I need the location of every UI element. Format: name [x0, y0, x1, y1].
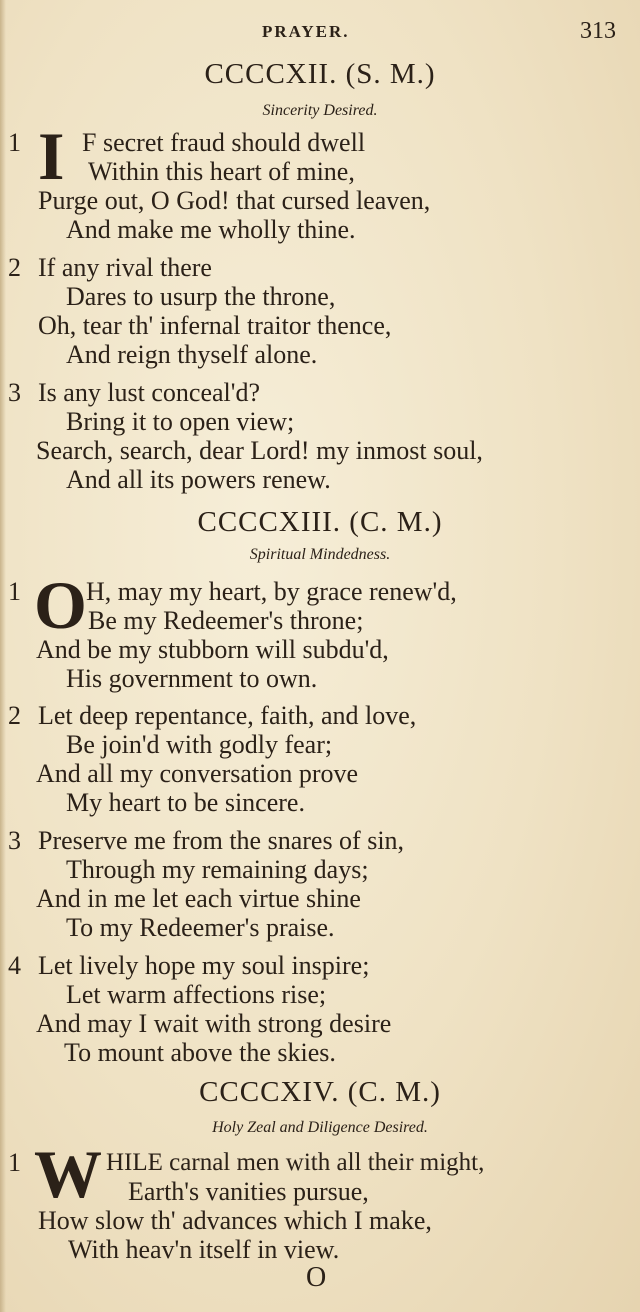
verse-line: Dares to usurp the throne,	[66, 282, 336, 311]
verse-number: 1	[8, 128, 21, 157]
verse-line: And make me wholly thine.	[66, 215, 356, 244]
verse-line: Through my remaining days;	[66, 855, 369, 884]
verse-line: Let warm affections rise;	[66, 980, 327, 1009]
verse-line: And reign thyself alone.	[66, 340, 318, 369]
hymn-subtitle: Spiritual Mindedness.	[249, 546, 391, 563]
verse-line: Within this heart of mine,	[88, 157, 355, 186]
verse-line: Is any lust conceal'd?	[38, 378, 260, 407]
verse-line: Let lively hope my soul inspire;	[38, 951, 370, 980]
verse-line: Be join'd with godly fear;	[66, 730, 333, 759]
drop-cap: W	[34, 1136, 102, 1212]
verse-line: Bring it to open view;	[66, 407, 295, 436]
verse-line: To mount above the skies.	[64, 1038, 336, 1067]
verse-line: And in me let each virtue shine	[36, 884, 361, 913]
hymn-number: CCCCXIII. (C. M.)	[197, 506, 443, 538]
catchword: O	[306, 1262, 327, 1293]
verse-line: And be my stubborn will subdu'd,	[36, 635, 389, 664]
verse-line: Be my Redeemer's throne;	[88, 606, 364, 635]
hymn-number: CCCCXII. (S. M.)	[204, 58, 436, 90]
drop-cap: I	[38, 118, 65, 194]
verse-number: 3	[8, 826, 21, 855]
verse-line: And all its powers renew.	[66, 465, 331, 494]
verse-line: Let deep repentance, faith, and love,	[38, 701, 417, 730]
verse-number: 4	[8, 951, 21, 980]
page-number: 313	[580, 18, 616, 44]
verse-line: Search, search, dear Lord! my inmost soul,	[36, 436, 483, 465]
verse-line: To my Redeemer's praise.	[66, 913, 335, 942]
verse-line: His government to own.	[66, 664, 318, 693]
verse-line: Oh, tear th' infernal traitor thence,	[38, 311, 392, 340]
verse-line: Earth's vanities pursue,	[128, 1177, 369, 1206]
verse-line: H, may my heart, by grace renew'd,	[86, 577, 457, 606]
binding-edge	[0, 0, 6, 1312]
page-header	[0, 18, 640, 48]
verse-line: If any rival there	[38, 253, 212, 282]
drop-cap: O	[34, 567, 87, 643]
verse-line: How slow th' advances which I make,	[38, 1206, 432, 1235]
verse-line: Preserve me from the snares of sin,	[38, 826, 405, 855]
hymn-number: CCCCXIV. (C. M.)	[199, 1076, 441, 1108]
verse-number: 2	[8, 701, 21, 730]
verse-line: And all my conversation prove	[36, 759, 359, 788]
verse-line: And may I wait with strong desire	[36, 1009, 392, 1038]
verse-line: HILE carnal men with all their might,	[106, 1149, 485, 1176]
verse-number: 2	[8, 253, 21, 282]
hymn-subtitle: Holy Zeal and Diligence Desired.	[212, 1119, 428, 1136]
verse-number: 3	[8, 378, 21, 407]
verse-line: My heart to be sincere.	[66, 788, 305, 817]
verse-line: F secret fraud should dwell	[82, 128, 366, 157]
hymn-subtitle: Sincerity Desired.	[262, 102, 378, 119]
running-head: PRAYER.	[262, 22, 350, 41]
verse-line: Purge out, O God! that cursed leaven,	[38, 186, 431, 215]
verse-number: 1	[8, 1148, 21, 1177]
verse-line: With heav'n itself in view.	[68, 1235, 340, 1264]
verse-number: 1	[8, 577, 21, 606]
